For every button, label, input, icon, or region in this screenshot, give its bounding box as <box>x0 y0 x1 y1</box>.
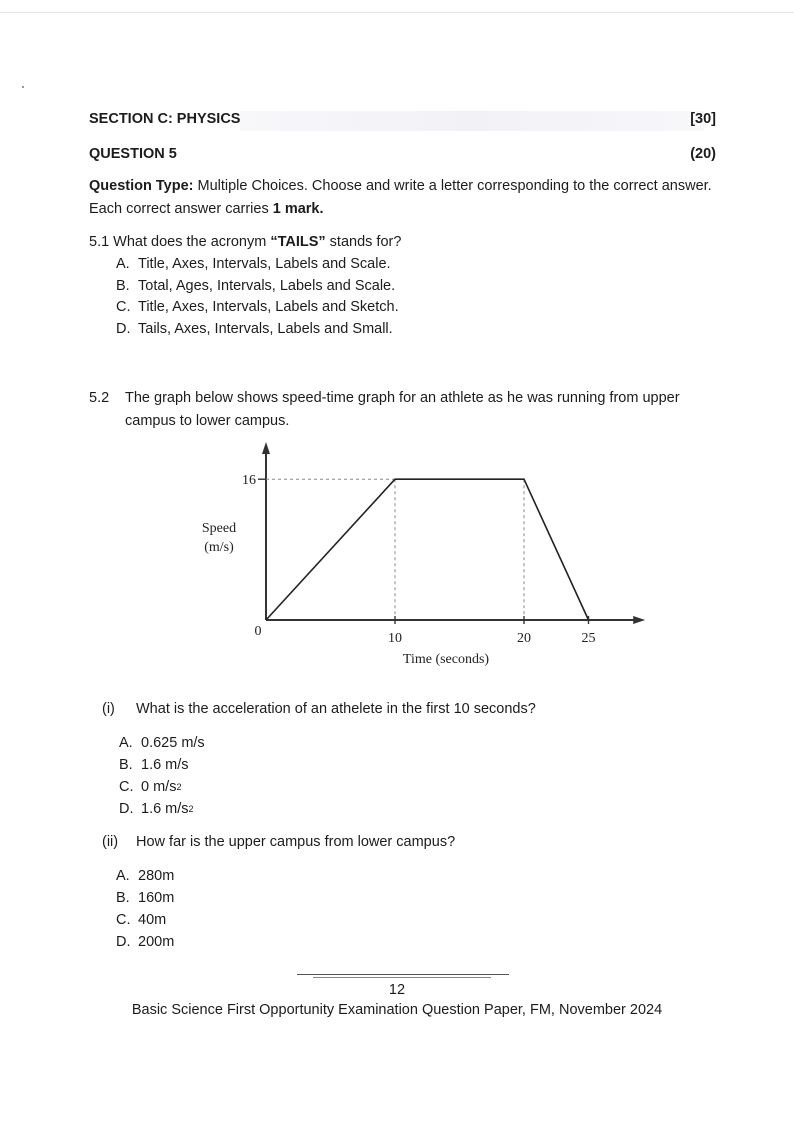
option-text: 160m <box>138 890 175 906</box>
section-title: SECTION C: PHYSICS <box>89 111 241 127</box>
option-text: 0.625 m/s <box>141 735 205 751</box>
sub-i-number: (i) <box>102 701 115 717</box>
option-text: 1.6 m/s <box>141 801 189 817</box>
sub-ii-option-d[interactable] <box>116 931 174 953</box>
option-text: Total, Ages, Intervals, Labels and Scale. <box>138 277 396 294</box>
sub-ii-number: (ii) <box>102 834 119 850</box>
superscript: 2 <box>176 782 182 792</box>
x-tick-label: 10 <box>388 631 402 646</box>
footer-rule-inner <box>313 977 491 978</box>
sub-ii-text: How far is the upper campus from lower campus? <box>136 834 456 850</box>
x-axis-label: Time (seconds) <box>402 652 490 667</box>
q51-stem <box>89 231 729 254</box>
sub-i-option-b[interactable] <box>119 754 205 776</box>
option-text: 40m <box>138 912 167 928</box>
section-marks: [30] <box>690 111 716 127</box>
q51-option-c[interactable] <box>116 297 399 319</box>
question-title: QUESTION 5 <box>89 146 177 162</box>
speed-time-chart <box>0 440 794 680</box>
option-text: 200m <box>138 934 175 950</box>
section-header <box>89 111 716 127</box>
option-letter: B. <box>119 757 133 773</box>
option-text: 1.6 m/s <box>141 757 189 773</box>
q52-stem <box>89 387 729 433</box>
footer-text: Basic Science First Opportunity Examination Question Paper, FM, November 2024 <box>131 1002 663 1018</box>
x-tick-label: 0 <box>254 624 262 639</box>
option-letter: C. <box>119 779 134 795</box>
option-text: Title, Axes, Intervals, Labels and Scale. <box>138 256 391 272</box>
sub-ii-option-c[interactable] <box>116 909 174 931</box>
y-axis-label-speed: Speed <box>201 521 237 536</box>
q51-acronym: “TAILS” <box>270 234 326 250</box>
instructions <box>89 175 729 221</box>
y-tick-label: 16 <box>242 473 256 489</box>
instructions-text: Multiple Choices. Choose and write a letter corresponding to the correct answer. Each correct answer carries <box>89 178 712 217</box>
superscript: 2 <box>188 804 194 814</box>
option-letter: B. <box>116 890 130 906</box>
sub-question-ii <box>102 834 455 850</box>
sub-i-text: What is the acceleration of an athelete in the first 10 seconds? <box>136 701 536 717</box>
q51-suffix: stands for? <box>325 234 402 250</box>
sub-ii-option-a[interactable] <box>116 865 174 887</box>
sub-question-i <box>102 701 536 717</box>
sub-ii-option-b[interactable] <box>116 887 174 909</box>
y-axis-arrow-icon <box>262 442 270 454</box>
q51-option-b[interactable] <box>116 276 399 298</box>
option-letter: A. <box>119 735 133 751</box>
x-tick-label: 20 <box>517 631 531 646</box>
option-letter: D. <box>119 801 134 817</box>
option-letter: A. <box>116 256 130 272</box>
sub-i-option-d[interactable] <box>119 798 205 820</box>
footer-rule <box>297 974 509 975</box>
x-axis-arrow-icon <box>633 616 645 624</box>
option-text: 280m <box>138 868 175 884</box>
option-letter: A. <box>116 868 130 884</box>
option-letter: C. <box>116 299 131 315</box>
speed-series-line <box>266 479 589 620</box>
q52-text: The graph below shows speed-time graph for an athlete as he was running from upper campus to lower campus. <box>125 390 680 429</box>
option-text: Title, Axes, Intervals, Labels and Sketch. <box>138 299 399 315</box>
q52-number: 5.2 <box>89 390 110 406</box>
x-tick-label: 25 <box>581 631 596 646</box>
y-axis-label-unit: (m/s) <box>204 540 234 555</box>
question-header <box>89 146 716 162</box>
option-letter: C. <box>116 912 131 928</box>
option-letter: D. <box>116 934 131 950</box>
option-text: Tails, Axes, Intervals, Labels and Small. <box>138 320 393 337</box>
question-marks: (20) <box>690 146 716 162</box>
option-text: 0 m/s <box>141 779 177 795</box>
sub-i-option-a[interactable] <box>119 732 205 754</box>
scan-speck <box>22 86 24 88</box>
option-letter: B. <box>116 277 130 294</box>
page-number: 12 <box>388 982 406 998</box>
q51-options <box>116 254 399 340</box>
sub-i-options <box>119 732 205 820</box>
sub-ii-options <box>116 865 174 953</box>
q51-prefix: 5.1 What does the acronym <box>89 234 271 250</box>
q51-option-a[interactable] <box>116 254 399 276</box>
instructions-emphasis: 1 mark. <box>272 201 324 217</box>
q51-option-d[interactable] <box>116 319 399 341</box>
sub-i-option-c[interactable] <box>119 776 205 798</box>
instructions-label: Question Type: <box>89 178 194 194</box>
option-letter: D. <box>116 320 131 337</box>
scan-edge-line <box>0 12 794 13</box>
